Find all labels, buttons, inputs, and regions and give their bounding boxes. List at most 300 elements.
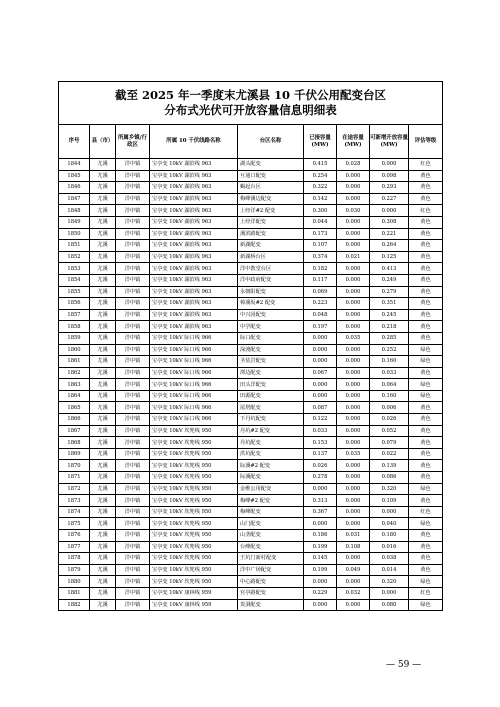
cell-town: 洋中镇: [116, 367, 150, 379]
cell-connected: 0.145: [304, 553, 337, 565]
table-row: [59, 506, 443, 518]
table-title: [59, 82, 443, 125]
cell-county: 尤溪: [90, 506, 116, 518]
capacity-table-sheet: [58, 81, 442, 611]
table-row: [59, 564, 443, 576]
cell-seq: 1877: [59, 541, 90, 553]
cell-county: 尤溪: [90, 216, 116, 228]
cell-building: 0.000: [337, 298, 370, 310]
cell-town: 洋中镇: [116, 425, 150, 437]
header-row: [59, 125, 443, 159]
cell-available: 0.014: [370, 564, 409, 576]
cell-town: 洋中镇: [116, 587, 150, 599]
cell-county: 尤溪: [90, 286, 116, 298]
cell-seq: 1876: [59, 530, 90, 542]
cell-county: 尤溪: [90, 437, 116, 449]
cell-level: 黄色: [409, 460, 443, 472]
table-row: [59, 274, 443, 286]
cell-seq: 1859: [59, 332, 90, 344]
cell-line: 宝亭变 10kV 际口线 966: [150, 402, 238, 414]
cell-seq: 1852: [59, 251, 90, 263]
cell-line: 宝亭变 10kV 康林线 959: [150, 587, 238, 599]
cell-line: 宝亭变 10kV 际口线 966: [150, 379, 238, 391]
cell-town: 洋中镇: [116, 286, 150, 298]
cell-area: 丹坑#2 配变: [238, 425, 304, 437]
cell-level: 黄色: [409, 530, 443, 542]
cell-connected: 0.199: [304, 541, 337, 553]
cell-line: 宝亭变 10kV 湖滨线 963: [150, 274, 238, 286]
cell-area: 下丹坑配变: [238, 414, 304, 426]
cell-area: 丹坑配变: [238, 437, 304, 449]
cell-available: 0.022: [370, 448, 409, 460]
cell-area: 中兴园配变: [238, 309, 304, 321]
cell-building: 0.000: [337, 274, 370, 286]
cell-connected: 0.153: [304, 437, 337, 449]
cell-connected: 0.000: [304, 344, 337, 356]
cell-available: 0.079: [370, 437, 409, 449]
cell-town: 洋中镇: [116, 205, 150, 217]
cell-building: 0.000: [337, 460, 370, 472]
cell-level: 黄色: [409, 414, 443, 426]
cell-available: 0.109: [370, 495, 409, 507]
cell-building: 0.000: [337, 228, 370, 240]
cell-county: 尤溪: [90, 193, 116, 205]
cell-seq: 1855: [59, 286, 90, 298]
cell-level: 黄色: [409, 240, 443, 252]
cell-seq: 1844: [59, 159, 90, 171]
cell-county: 尤溪: [90, 564, 116, 576]
table-row: [59, 356, 443, 368]
cell-town: 洋中镇: [116, 379, 150, 391]
cell-town: 洋中镇: [116, 263, 150, 275]
cell-seq: 1871: [59, 472, 90, 484]
cell-level: 黄色: [409, 170, 443, 182]
table-row: [59, 414, 443, 426]
cell-available: 0.227: [370, 193, 409, 205]
cell-building: 0.035: [337, 332, 370, 344]
cell-available: 0.160: [370, 390, 409, 402]
cell-town: 洋中镇: [116, 228, 150, 240]
cell-building: 0.000: [337, 495, 370, 507]
cell-level: 绿色: [409, 379, 443, 391]
cell-line: 宝亭变 10kV 康林线 959: [150, 599, 238, 611]
cell-level: 绿色: [409, 599, 443, 611]
cell-town: 洋中镇: [116, 472, 150, 484]
table-row: [59, 518, 443, 530]
cell-available: 0.293: [370, 182, 409, 194]
cell-level: 红色: [409, 587, 443, 599]
cell-building: 0.021: [337, 251, 370, 263]
cell-building: 0.030: [337, 205, 370, 217]
cell-line: 宝亭变 10kV 湖滨线 963: [150, 263, 238, 275]
cell-town: 洋中镇: [116, 356, 150, 368]
cell-building: 0.035: [337, 448, 370, 460]
cell-level: 黄色: [409, 495, 443, 507]
cell-seq: 1870: [59, 460, 90, 472]
cell-county: 尤溪: [90, 530, 116, 542]
cell-building: 0.000: [337, 553, 370, 565]
cell-building: 0.000: [337, 483, 370, 495]
cell-town: 洋中镇: [116, 251, 150, 263]
cell-connected: 0.107: [304, 240, 337, 252]
cell-level: 红色: [409, 159, 443, 171]
cell-connected: 0.000: [304, 379, 337, 391]
cell-seq: 1865: [59, 402, 90, 414]
cell-building: 0.000: [337, 599, 370, 611]
cell-seq: 1867: [59, 425, 90, 437]
table-row: [59, 298, 443, 310]
cell-connected: 0.137: [304, 448, 337, 460]
title-line-2: 分布式光伏可开放容量信息明细表: [164, 103, 337, 117]
cell-line: 宝亭变 10kV 湖滨线 963: [150, 228, 238, 240]
table-row: [59, 170, 443, 182]
cell-town: 洋中镇: [116, 460, 150, 472]
cell-level: 黄色: [409, 553, 443, 565]
cell-seq: 1850: [59, 228, 90, 240]
cell-available: 0.264: [370, 240, 409, 252]
cell-area: 洋中政府配变: [238, 274, 304, 286]
cell-town: 洋中镇: [116, 483, 150, 495]
cell-town: 洋中镇: [116, 390, 150, 402]
table-row: [59, 599, 443, 611]
cell-available: 0.351: [370, 298, 409, 310]
cell-available: 0.080: [370, 599, 409, 611]
cell-building: 0.000: [337, 437, 370, 449]
cell-available: 0.180: [370, 530, 409, 542]
cell-building: 0.000: [337, 216, 370, 228]
cell-town: 洋中镇: [116, 240, 150, 252]
cell-county: 尤溪: [90, 356, 116, 368]
cell-available: 0.006: [370, 402, 409, 414]
header-line: 所属 10 千伏线路名称: [150, 125, 238, 159]
cell-level: 黄色: [409, 216, 443, 228]
cell-available: 0.160: [370, 356, 409, 368]
cell-level: 黄色: [409, 298, 443, 310]
cell-county: 尤溪: [90, 309, 116, 321]
cell-seq: 1858: [59, 321, 90, 333]
cell-line: 宝亭变 10kV 湖滨线 963: [150, 182, 238, 194]
cell-available: 0.026: [370, 414, 409, 426]
table-row: [59, 587, 443, 599]
cell-available: 0.086: [370, 472, 409, 484]
cell-town: 洋中镇: [116, 576, 150, 588]
table-body: [59, 159, 443, 611]
cell-available: 0.000: [370, 506, 409, 518]
cell-town: 洋中镇: [116, 437, 150, 449]
cell-building: 0.000: [337, 321, 370, 333]
cell-building: 0.000: [337, 240, 370, 252]
cell-area: 永朝阳配变: [238, 286, 304, 298]
cell-level: 黄色: [409, 402, 443, 414]
cell-town: 洋中镇: [116, 518, 150, 530]
cell-county: 尤溪: [90, 587, 116, 599]
table-row: [59, 472, 443, 484]
cell-connected: 0.033: [304, 425, 337, 437]
cell-level: 红色: [409, 205, 443, 217]
cell-level: 黄色: [409, 228, 443, 240]
table-row: [59, 205, 443, 217]
cell-town: 洋中镇: [116, 506, 150, 518]
table-row: [59, 425, 443, 437]
cell-connected: 0.374: [304, 251, 337, 263]
cell-area: 金维公用配变: [238, 483, 304, 495]
cell-building: 0.000: [337, 309, 370, 321]
cell-level: 黄色: [409, 448, 443, 460]
cell-seq: 1864: [59, 390, 90, 402]
cell-seq: 1860: [59, 344, 90, 356]
cell-county: 尤溪: [90, 448, 116, 460]
cell-seq: 1847: [59, 193, 90, 205]
cell-town: 洋中镇: [116, 332, 150, 344]
table-row: [59, 390, 443, 402]
cell-area: 湖头配变: [238, 159, 304, 171]
cell-town: 洋中镇: [116, 495, 150, 507]
cell-connected: 0.182: [304, 263, 337, 275]
cell-town: 洋中镇: [116, 344, 150, 356]
cell-area: 洪坑配变: [238, 448, 304, 460]
cell-level: 黄色: [409, 332, 443, 344]
cell-connected: 0.197: [304, 321, 337, 333]
cell-available: 0.040: [370, 518, 409, 530]
cell-county: 尤溪: [90, 402, 116, 414]
cell-seq: 1848: [59, 205, 90, 217]
cell-level: 黄色: [409, 541, 443, 553]
cell-building: 0.000: [337, 390, 370, 402]
cell-town: 洋中镇: [116, 414, 150, 426]
cell-connected: 0.000: [304, 576, 337, 588]
cell-available: 0.279: [370, 286, 409, 298]
cell-seq: 1880: [59, 576, 90, 588]
cell-county: 尤溪: [90, 495, 116, 507]
cell-level: 黄色: [409, 263, 443, 275]
cell-seq: 1875: [59, 518, 90, 530]
header-available: 可新增开放容量(MW): [370, 125, 409, 159]
cell-county: 尤溪: [90, 576, 116, 588]
cell-connected: 0.322: [304, 182, 337, 194]
table-row: [59, 216, 443, 228]
title-line-1: 截至 2025 年一季度末尤溪县 10 千伏公用配变台区: [115, 88, 387, 102]
cell-county: 尤溪: [90, 425, 116, 437]
cell-connected: 0.026: [304, 460, 337, 472]
cell-connected: 0.313: [304, 495, 337, 507]
cell-line: 宝亭变 10kV 坎兜线 950: [150, 448, 238, 460]
cell-connected: 0.067: [304, 367, 337, 379]
cell-area: 上经洋#2 配变: [238, 205, 304, 217]
cell-level: 绿色: [409, 483, 443, 495]
cell-line: 宝亭变 10kV 湖滨线 963: [150, 159, 238, 171]
cell-connected: 0.000: [304, 332, 337, 344]
cell-area: 山门配变: [238, 518, 304, 530]
cell-connected: 0.048: [304, 309, 337, 321]
cell-building: 0.000: [337, 286, 370, 298]
cell-level: 黄色: [409, 472, 443, 484]
cell-building: 0.000: [337, 263, 370, 275]
cell-area: 梅峰溪边配变: [238, 193, 304, 205]
cell-seq: 1879: [59, 564, 90, 576]
cell-town: 洋中镇: [116, 599, 150, 611]
cell-county: 尤溪: [90, 298, 116, 310]
cell-area: 樟溪坂#2 配变: [238, 298, 304, 310]
cell-line: 宝亭变 10kV 湖滨线 963: [150, 251, 238, 263]
cell-town: 洋中镇: [116, 274, 150, 286]
cell-town: 洋中镇: [116, 159, 150, 171]
cell-level: 黄色: [409, 251, 443, 263]
header-level: 评估等级: [409, 125, 443, 159]
cell-level: 黄色: [409, 193, 443, 205]
cell-county: 尤溪: [90, 251, 116, 263]
cell-area: 互通口配变: [238, 170, 304, 182]
cell-seq: 1851: [59, 240, 90, 252]
page-number: — 59 —: [386, 660, 422, 670]
cell-seq: 1862: [59, 367, 90, 379]
cell-seq: 1849: [59, 216, 90, 228]
cell-seq: 1846: [59, 182, 90, 194]
cell-seq: 1863: [59, 379, 90, 391]
cell-county: 尤溪: [90, 553, 116, 565]
cell-line: 宝亭变 10kV 湖滨线 963: [150, 205, 238, 217]
cell-seq: 1857: [59, 309, 90, 321]
table-row: [59, 159, 443, 171]
cell-level: 绿色: [409, 356, 443, 368]
table-row: [59, 182, 443, 194]
cell-area: 官亭路配变: [238, 587, 304, 599]
cell-county: 尤溪: [90, 205, 116, 217]
cell-seq: 1882: [59, 599, 90, 611]
cell-line: 宝亭变 10kV 湖滨线 963: [150, 193, 238, 205]
cell-connected: 0.069: [304, 286, 337, 298]
cell-line: 宝亭变 10kV 际口线 966: [150, 367, 238, 379]
cell-available: 0.320: [370, 483, 409, 495]
cell-town: 洋中镇: [116, 298, 150, 310]
cell-connected: 0.000: [304, 483, 337, 495]
cell-area: 王坑门新村配变: [238, 553, 304, 565]
cell-level: 黄色: [409, 425, 443, 437]
cell-level: 黄色: [409, 564, 443, 576]
cell-town: 洋中镇: [116, 553, 150, 565]
cell-available: 0.125: [370, 251, 409, 263]
cell-building: 0.000: [337, 379, 370, 391]
cell-county: 尤溪: [90, 170, 116, 182]
table-row: [59, 344, 443, 356]
cell-available: 0.249: [370, 274, 409, 286]
cell-seq: 1856: [59, 298, 90, 310]
cell-building: 0.028: [337, 159, 370, 171]
cell-seq: 1881: [59, 587, 90, 599]
cell-building: 0.000: [337, 367, 370, 379]
table-row: [59, 576, 443, 588]
cell-available: 0.052: [370, 425, 409, 437]
cell-line: 宝亭变 10kV 湖滨线 963: [150, 298, 238, 310]
header-county: 县（市）: [90, 125, 116, 159]
cell-building: 0.000: [337, 414, 370, 426]
table-row: [59, 367, 443, 379]
cell-area: 上经洋配变: [238, 216, 304, 228]
cell-county: 尤溪: [90, 263, 116, 275]
table-row: [59, 541, 443, 553]
cell-line: 宝亭变 10kV 坎兜线 950: [150, 518, 238, 530]
cell-available: 0.033: [370, 367, 409, 379]
cell-level: 绿色: [409, 390, 443, 402]
table-row: [59, 332, 443, 344]
cell-level: 黄色: [409, 286, 443, 298]
cell-area: 尾塔配变: [238, 402, 304, 414]
cell-building: 0.049: [337, 564, 370, 576]
cell-level: 黄色: [409, 274, 443, 286]
cell-line: 宝亭变 10kV 坎兜线 950: [150, 553, 238, 565]
cell-line: 宝亭变 10kV 际口线 966: [150, 414, 238, 426]
cell-connected: 0.000: [304, 390, 337, 402]
cell-town: 洋中镇: [116, 321, 150, 333]
cell-line: 宝亭变 10kV 湖滨线 963: [150, 321, 238, 333]
cell-available: 0.000: [370, 159, 409, 171]
cell-area: 潭边配变: [238, 367, 304, 379]
cell-seq: 1873: [59, 495, 90, 507]
cell-connected: 0.000: [304, 599, 337, 611]
cell-seq: 1872: [59, 483, 90, 495]
cell-area: 中心路配变: [238, 576, 304, 588]
cell-building: 0.000: [337, 506, 370, 518]
cell-connected: 0.087: [304, 402, 337, 414]
cell-connected: 0.367: [304, 506, 337, 518]
header-building: 在途容量(MW): [337, 125, 370, 159]
cell-line: 宝亭变 10kV 坎兜线 950: [150, 472, 238, 484]
cell-town: 洋中镇: [116, 448, 150, 460]
cell-line: 宝亭变 10kV 湖滨线 963: [150, 240, 238, 252]
cell-county: 尤溪: [90, 182, 116, 194]
cell-line: 宝亭变 10kV 坎兜线 950: [150, 437, 238, 449]
cell-county: 尤溪: [90, 483, 116, 495]
table-row: [59, 437, 443, 449]
cell-connected: 0.223: [304, 298, 337, 310]
table-row: [59, 321, 443, 333]
cell-building: 0.000: [337, 356, 370, 368]
cell-building: 0.000: [337, 518, 370, 530]
cell-building: 0.000: [337, 193, 370, 205]
cell-building: 0.000: [337, 402, 370, 414]
cell-town: 洋中镇: [116, 182, 150, 194]
cell-town: 洋中镇: [116, 541, 150, 553]
cell-level: 黄色: [409, 437, 443, 449]
cell-line: 宝亭变 10kV 坎兜线 950: [150, 483, 238, 495]
cell-level: 黄色: [409, 321, 443, 333]
cell-available: 0.308: [370, 216, 409, 228]
cell-connected: 0.044: [304, 216, 337, 228]
header-town: 所属乡镇/行政区: [116, 125, 150, 159]
cell-line: 宝亭变 10kV 湖滨线 963: [150, 216, 238, 228]
cell-building: 0.108: [337, 541, 370, 553]
cell-area: 梅峰配变: [238, 506, 304, 518]
cell-seq: 1874: [59, 506, 90, 518]
cell-connected: 0.142: [304, 193, 337, 205]
cell-county: 尤溪: [90, 518, 116, 530]
cell-county: 尤溪: [90, 414, 116, 426]
cell-connected: 0.254: [304, 170, 337, 182]
cell-line: 宝亭变 10kV 坎兜线 950: [150, 530, 238, 542]
cell-building: 0.000: [337, 170, 370, 182]
cell-county: 尤溪: [90, 460, 116, 472]
cell-building: 0.000: [337, 344, 370, 356]
table-row: [59, 448, 443, 460]
cell-level: 黄色: [409, 309, 443, 321]
cell-building: 0.032: [337, 587, 370, 599]
table-row: [59, 483, 443, 495]
cell-county: 尤溪: [90, 240, 116, 252]
cell-connected: 0.415: [304, 159, 337, 171]
table-row: [59, 460, 443, 472]
cell-county: 尤溪: [90, 379, 116, 391]
cell-level: 黄色: [409, 367, 443, 379]
cell-available: 0.221: [370, 228, 409, 240]
